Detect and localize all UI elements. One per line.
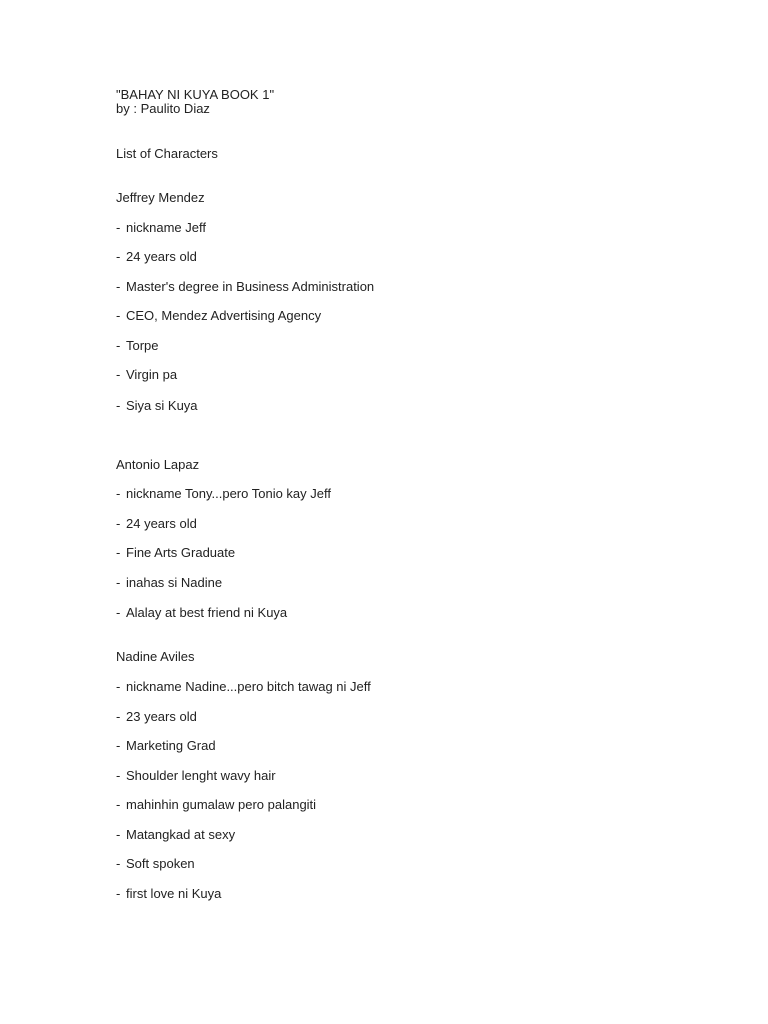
list-item-text: nickname Jeff	[126, 220, 206, 235]
list-item	[116, 827, 235, 843]
bullet-dash: -	[116, 516, 121, 531]
list-item-text: Siya si Kuya	[126, 398, 198, 413]
list-item-text: CEO, Mendez Advertising Agency	[126, 308, 322, 323]
list-item	[116, 486, 331, 502]
list-item-text: Matangkad at sexy	[126, 827, 236, 842]
list-item-text: Marketing Grad	[126, 738, 216, 753]
list-item	[116, 279, 374, 295]
list-item-text: 24 years old	[126, 249, 197, 264]
list-item	[116, 856, 195, 872]
list-item	[116, 367, 177, 383]
character-name: Antonio Lapaz	[116, 457, 200, 472]
list-item	[116, 738, 216, 754]
list-item-text: mahinhin gumalaw pero palangiti	[126, 797, 317, 812]
list-item-text: nickname Tony...pero Tonio kay Jeff	[126, 486, 331, 501]
bullet-dash: -	[116, 605, 121, 620]
character-name: Nadine Aviles	[116, 649, 195, 664]
bullet-dash: -	[116, 768, 121, 783]
bullet-dash: -	[116, 308, 121, 323]
list-item	[116, 679, 371, 695]
list-item	[116, 220, 206, 236]
bullet-dash: -	[116, 856, 121, 871]
bullet-dash: -	[116, 367, 121, 382]
list-item	[116, 886, 221, 902]
list-item	[116, 797, 316, 813]
list-item	[116, 249, 197, 265]
bullet-dash: -	[116, 886, 121, 901]
document-title: "BAHAY NI KUYA BOOK 1"	[116, 87, 275, 102]
bullet-dash: -	[116, 398, 121, 413]
list-item-text: Shoulder lenght wavy hair	[126, 768, 276, 783]
bullet-dash: -	[116, 486, 121, 501]
list-item	[116, 545, 235, 561]
list-item	[116, 516, 197, 532]
section-heading: List of Characters	[116, 146, 218, 161]
character-name: Jeffrey Mendez	[116, 190, 205, 205]
list-item	[116, 308, 321, 324]
bullet-dash: -	[116, 338, 121, 353]
bullet-dash: -	[116, 738, 121, 753]
list-item	[116, 398, 198, 414]
list-item-text: Alalay at best friend ni Kuya	[126, 605, 288, 620]
bullet-dash: -	[116, 575, 121, 590]
list-item	[116, 338, 159, 354]
bullet-dash: -	[116, 220, 121, 235]
bullet-dash: -	[116, 797, 121, 812]
list-item-text: Soft spoken	[126, 856, 195, 871]
bullet-dash: -	[116, 827, 121, 842]
list-item	[116, 709, 197, 725]
list-item	[116, 605, 287, 621]
list-item	[116, 575, 222, 591]
bullet-dash: -	[116, 709, 121, 724]
bullet-dash: -	[116, 279, 121, 294]
list-item-text: Torpe	[126, 338, 159, 353]
bullet-dash: -	[116, 545, 121, 560]
list-item-text: inahas si Nadine	[126, 575, 223, 590]
list-item-text: 23 years old	[126, 709, 197, 724]
list-item-text: Virgin pa	[126, 367, 178, 382]
bullet-dash: -	[116, 249, 121, 264]
list-item-text: Master's degree in Business Administration	[126, 279, 375, 294]
list-item-text: nickname Nadine...pero bitch tawag ni Jeff	[126, 679, 371, 694]
list-item-text: 24 years old	[126, 516, 197, 531]
document-byline: by : Paulito Diaz	[116, 101, 210, 116]
list-item-text: first love ni Kuya	[126, 886, 222, 901]
list-item-text: Fine Arts Graduate	[126, 545, 236, 560]
list-item	[116, 768, 276, 784]
bullet-dash: -	[116, 679, 121, 694]
